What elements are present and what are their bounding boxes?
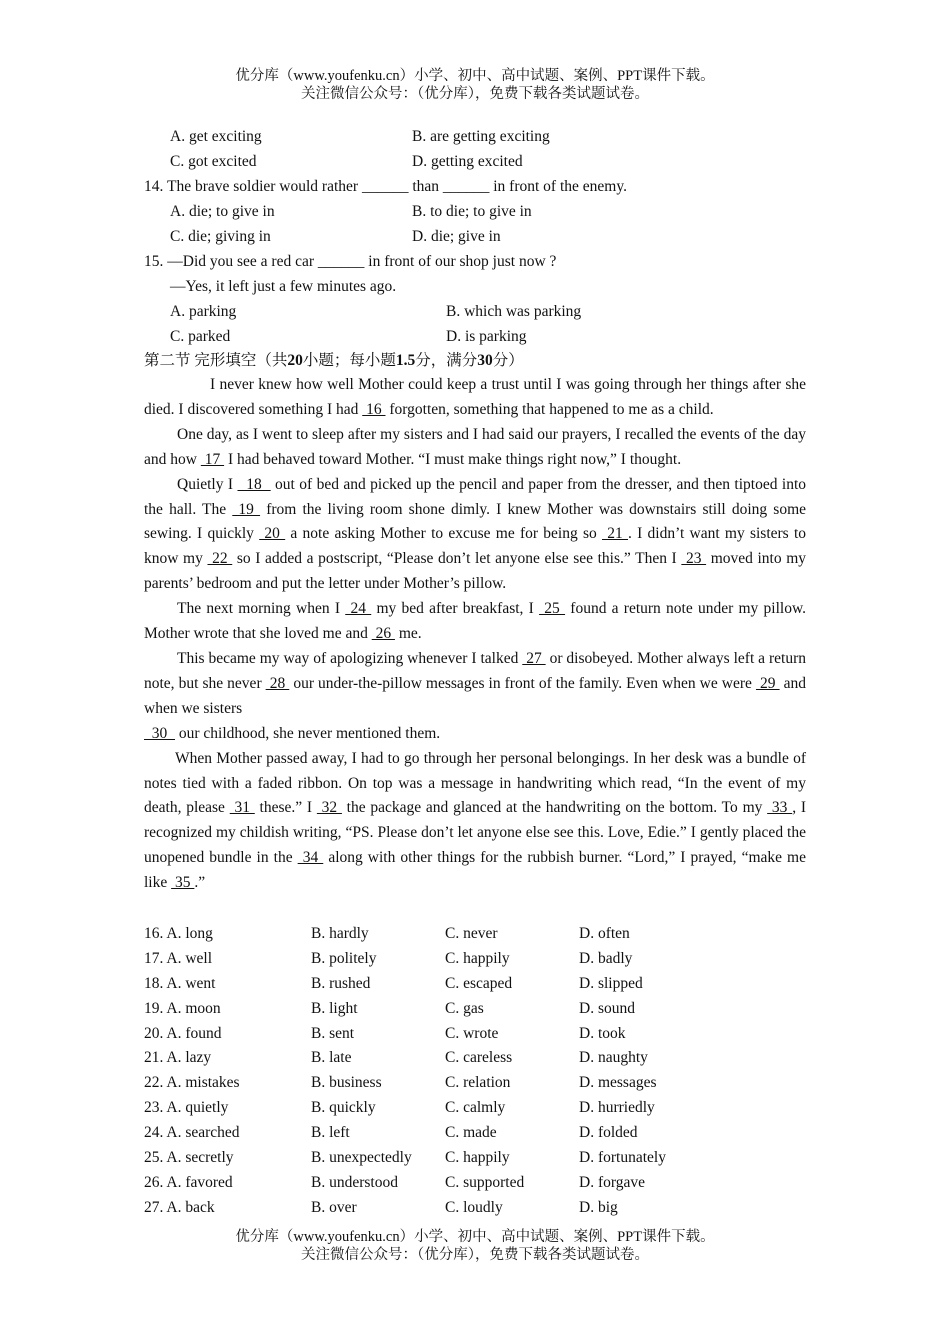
q14-option-d: D. die; give in <box>412 228 501 245</box>
passage-text: The next morning when I <box>177 600 346 618</box>
passage-text: One day, as I went to sleep after my sisters and I had said our prayers, I recalled the events of the day and how <box>144 425 806 468</box>
passage-paragraph-3 <box>144 473 806 598</box>
section-points-each: 1.5 <box>395 352 416 369</box>
blank-34: 34 <box>297 849 324 867</box>
option-d: D. fortunately <box>579 1149 666 1167</box>
blank-16: 16 <box>362 400 386 418</box>
option-b: B. over <box>311 1198 357 1216</box>
passage-text: the package and glanced at the handwriting on the bottom. To my <box>341 799 768 817</box>
q14-option-a: A. die; to give in <box>170 203 275 220</box>
q15-option-b: B. which was parking <box>446 303 582 320</box>
passage-text: forgotten, something that happened to me as a child. <box>385 400 714 418</box>
passage-text: my bed after breakfast, I <box>371 600 540 618</box>
blank-27: 27 <box>522 649 546 667</box>
option-a: 27. A. back <box>144 1198 215 1216</box>
blank-25: 25 <box>539 600 566 618</box>
blank-30: 30 <box>144 724 175 742</box>
option-d: D. big <box>579 1198 618 1216</box>
option-d: D. slipped <box>579 974 643 992</box>
page-header <box>0 67 950 103</box>
footer-line-1: 优分库（www.youfenku.cn）小学、初中、高中试题、案例、PPT课件下载。 <box>235 1229 715 1245</box>
blank-17: 17 <box>200 450 225 468</box>
option-c: C. calmly <box>445 1099 506 1117</box>
passage-text: . I didn’t want my sisters to know my <box>144 525 807 568</box>
option-d: D. took <box>579 1024 626 1042</box>
blank-19: 19 <box>232 500 261 518</box>
option-c: C. happily <box>445 1149 510 1167</box>
passage-text: .” <box>194 874 206 892</box>
option-a: 18. A. went <box>144 974 216 992</box>
q13-option-d: D. getting excited <box>412 153 523 170</box>
section-total-points: 30 <box>477 352 493 369</box>
passage-text: or disobeyed. Mother always left a return note, but she never <box>144 649 807 692</box>
section-title <box>144 351 524 371</box>
option-d: D. forgave <box>579 1173 645 1191</box>
passage-paragraph-1 <box>144 373 806 423</box>
option-b: B. left <box>311 1124 350 1142</box>
option-d: D. hurriedly <box>579 1099 655 1117</box>
blank-21: 21 <box>602 525 629 543</box>
section-title-mid-2: 分，满分 <box>415 352 478 369</box>
blank-22: 22 <box>207 550 233 568</box>
passage-text: a note asking Mother to excuse me for being so <box>285 525 603 543</box>
section-title-suffix: 分） <box>492 352 524 369</box>
option-c: C. supported <box>445 1173 525 1191</box>
blank-23: 23 <box>681 550 707 568</box>
option-a: 22. A. mistakes <box>144 1074 240 1092</box>
passage-paragraph-4 <box>144 597 806 647</box>
option-d: D. often <box>579 925 630 942</box>
option-a: 23. A. quietly <box>144 1099 229 1117</box>
passage-text: I never knew how well Mother could keep a trust until I was going through her things after she died. I discovered something I had <box>144 376 806 418</box>
option-a: 17. A. well <box>144 949 213 967</box>
blank-24: 24 <box>345 600 372 618</box>
option-c: C. wrote <box>445 1024 499 1042</box>
q15-stem: 15. —Did you see a red car ______ in front of our shop just now ? <box>144 253 557 270</box>
option-a: 19. A. moon <box>144 999 221 1017</box>
option-b: B. late <box>311 1049 352 1067</box>
passage-text: When Mother passed away, I had to go through her personal belongings. In her desk was a bundle of notes tied with a faded ribbon. On top was a message in handwriting which read, “In the event of my death, please <box>144 749 806 817</box>
option-d: D. sound <box>579 999 635 1017</box>
blank-20: 20 <box>259 525 286 543</box>
passage-text: me. <box>394 625 422 643</box>
q15-reply: —Yes, it left just a few minutes ago. <box>170 278 397 295</box>
option-b: B. sent <box>311 1024 355 1042</box>
passage-text: This became my way of apologizing whenever I talked <box>177 649 523 667</box>
passage-text: found a return note under my pillow. Mother wrote that she loved me and <box>144 600 807 643</box>
passage-paragraph-6 <box>144 747 806 896</box>
q14-option-c: C. die; giving in <box>170 228 271 245</box>
option-c: C. careless <box>445 1049 513 1067</box>
section-question-count: 20 <box>287 352 303 369</box>
option-b: B. business <box>311 1074 382 1092</box>
passage-text: these.” I <box>254 799 317 817</box>
blank-26: 26 <box>371 625 395 643</box>
option-c: C. escaped <box>445 974 513 992</box>
section-title-prefix: 第二节 完形填空（共 <box>144 352 288 369</box>
blank-29: 29 <box>755 674 780 692</box>
q15-option-d: D. is parking <box>446 328 527 345</box>
passage-text: from the living room shone dimly. I knew Mother was downstairs still doing some sewing. I quickly <box>144 500 807 543</box>
header-line-1: 优分库（www.youfenku.cn）小学、初中、高中试题、案例、PPT课件下载。 <box>235 68 715 84</box>
q15-option-a: A. parking <box>170 303 237 320</box>
option-b: B. quickly <box>311 1099 376 1117</box>
option-b: B. politely <box>311 949 377 967</box>
option-a: 25. A. secretly <box>144 1149 234 1167</box>
page-footer <box>0 1228 950 1264</box>
passage-text: our childhood, she never mentioned them. <box>175 724 441 742</box>
option-a: 16. A. long <box>144 925 213 942</box>
option-b: B. rushed <box>311 974 371 992</box>
passage-text: Quietly I <box>177 475 238 493</box>
passage-text: I had behaved toward Mother. “I must make things right now,” I thought. <box>224 450 682 468</box>
passage-text: our under-the-pillow messages in front of the family. Even when we were <box>289 674 756 692</box>
passage-paragraph-5 <box>144 647 806 747</box>
option-b: B. light <box>311 999 358 1017</box>
option-c: C. made <box>445 1124 497 1142</box>
blank-32: 32 <box>316 799 342 817</box>
option-a: 21. A. lazy <box>144 1049 212 1067</box>
blank-35: 35 <box>171 874 195 892</box>
q13-option-b: B. are getting exciting <box>412 128 550 145</box>
option-c: C. happily <box>445 949 510 967</box>
footer-line-2: 关注微信公众号：（优分库），免费下载各类试题试卷。 <box>301 1247 649 1263</box>
option-d: D. folded <box>579 1124 638 1142</box>
q14-stem: 14. The brave soldier would rather ______ than ______ in front of the enemy. <box>144 178 627 195</box>
option-c: C. relation <box>445 1074 511 1092</box>
blank-33: 33 <box>767 799 793 817</box>
q15-option-c: C. parked <box>170 328 231 345</box>
blank-28: 28 <box>265 674 290 692</box>
option-a: 20. A. found <box>144 1024 222 1042</box>
passage-text: out of bed and picked up the pencil and paper from the dresser, and then tiptoed into the hall. The <box>144 475 806 518</box>
q13-option-c: C. got excited <box>170 153 257 170</box>
option-d: D. badly <box>579 949 633 967</box>
option-b: B. hardly <box>311 925 369 942</box>
section-title-mid-1: 小题；每小题 <box>302 352 396 369</box>
q13-option-a: A. get exciting <box>170 128 262 145</box>
option-b: B. unexpectedly <box>311 1149 412 1167</box>
passage-text: , I recognized my childish writing, “PS. Please don’t let anyone else see this. Love, Edie.” I gently placed the unopened bundle in the <box>144 799 807 867</box>
option-c: C. gas <box>445 999 484 1017</box>
passage-text: so I added a postscript, “Please don’t let anyone else see this.” Then I <box>232 550 682 568</box>
option-c: C. never <box>445 925 498 942</box>
cloze-passage <box>144 373 806 896</box>
passage-text: along with other things for the rubbish burner. “Lord,” I prayed, “make me like <box>144 849 806 892</box>
passage-paragraph-2 <box>144 423 806 473</box>
header-line-2: 关注微信公众号：（优分库），免费下载各类试题试卷。 <box>301 86 649 102</box>
q14-option-b: B. to die; to give in <box>412 203 532 220</box>
option-c: C. loudly <box>445 1198 503 1216</box>
passage-text: moved into my parents’ bedroom and put the letter under Mother’s pillow. <box>144 550 807 593</box>
option-d: D. naughty <box>579 1049 648 1067</box>
option-a: 24. A. searched <box>144 1124 240 1142</box>
passage-text: and when we sisters <box>144 674 807 717</box>
option-b: B. understood <box>311 1173 398 1191</box>
blank-31: 31 <box>229 799 255 817</box>
option-a: 26. A. favored <box>144 1173 233 1191</box>
option-d: D. messages <box>579 1074 657 1092</box>
blank-18: 18 <box>237 475 271 493</box>
